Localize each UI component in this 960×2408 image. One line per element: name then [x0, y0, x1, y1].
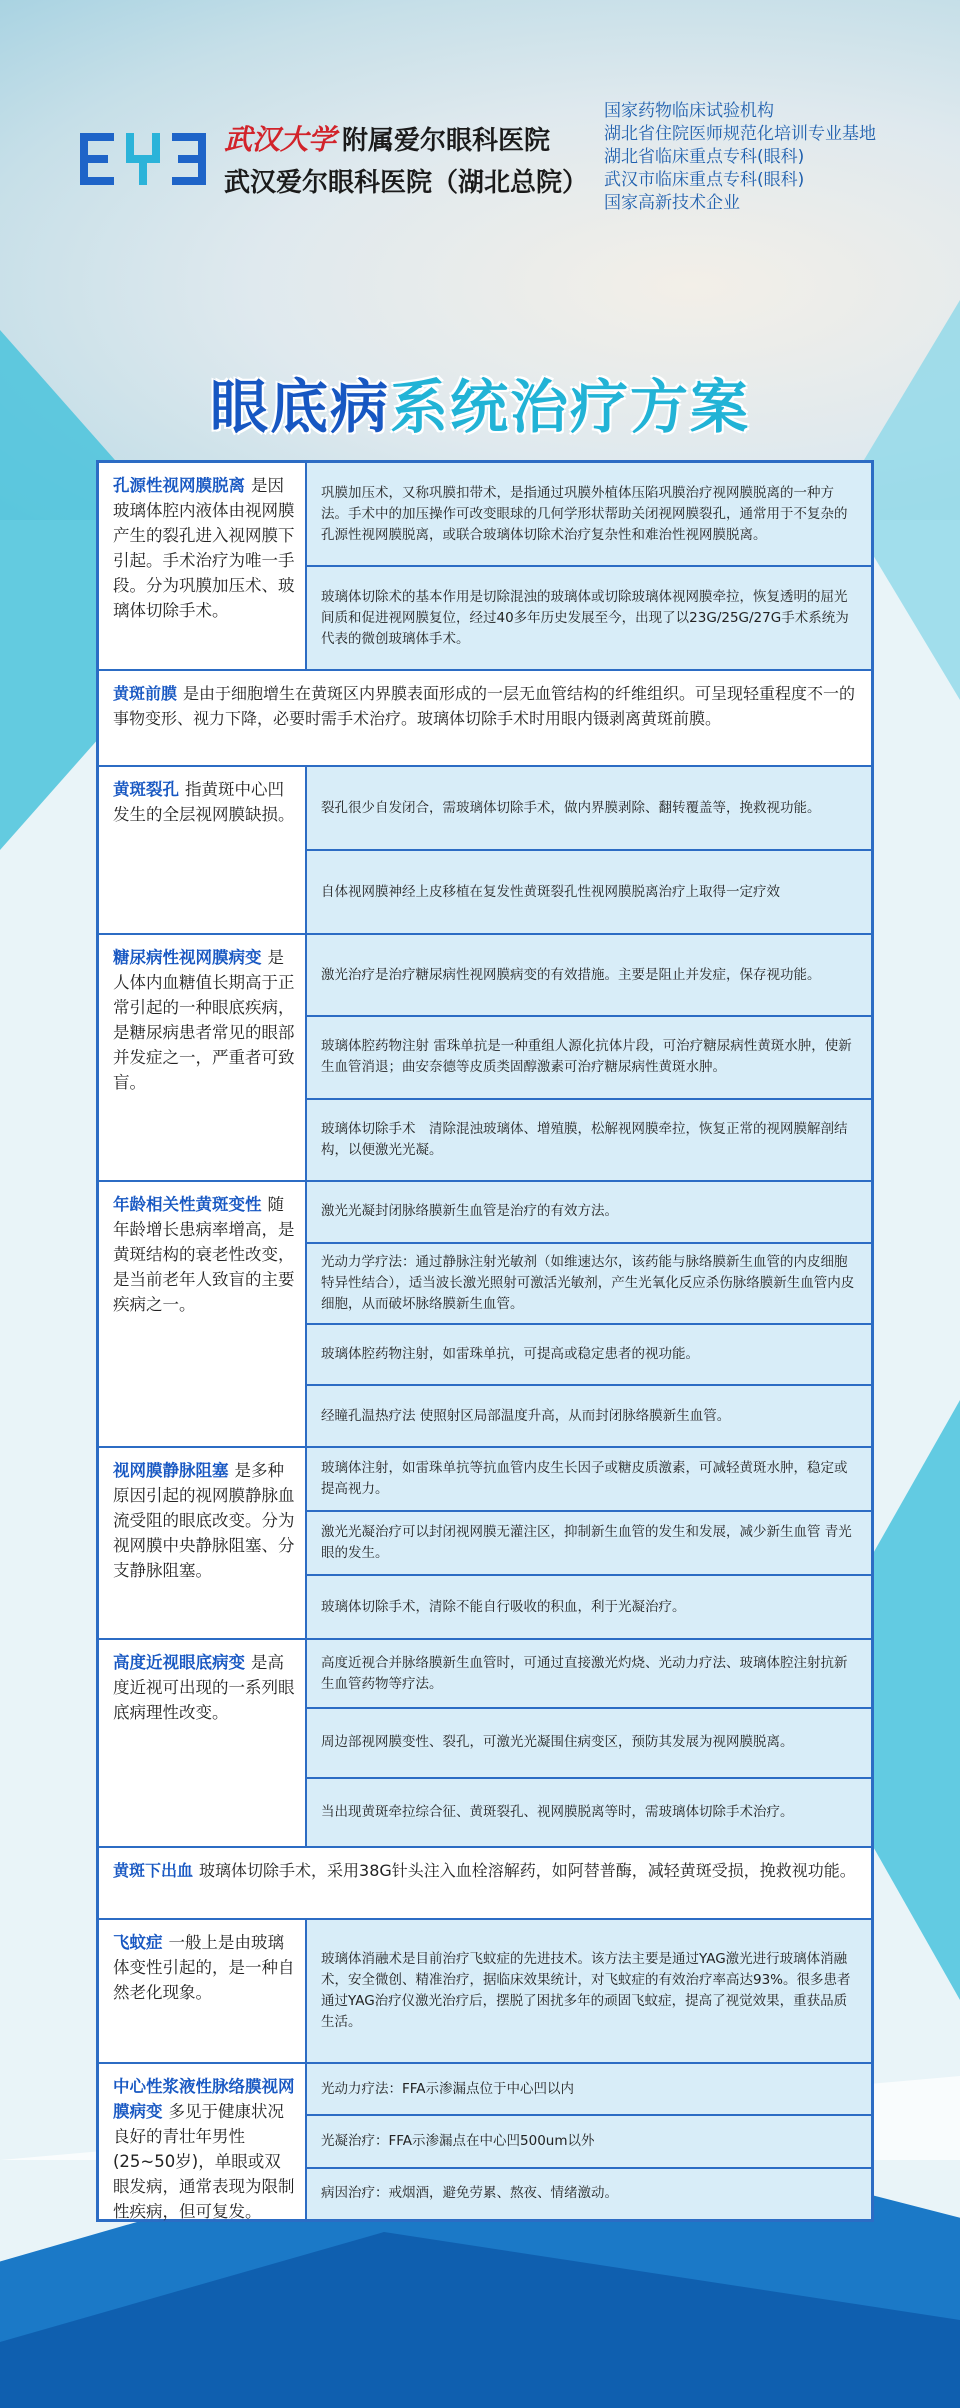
qualification-item: 国家高新技术企业: [604, 193, 740, 213]
treatment-cell: 玻璃体腔药物注射，如雷珠单抗，可提高或稳定患者的视功能。: [307, 1325, 871, 1387]
treatment-cell: 玻璃体腔药物注射 雷珠单抗是一种重组人源化抗体片段，可治疗糖尿病性黄斑水肿，使新生血管消退；曲安奈德等皮质类固醇激素可治疗糖尿病性黄斑水肿。: [307, 1017, 871, 1099]
treatment-cell: 高度近视合并脉络膜新生血管时，可通过直接激光灼烧、光动力疗法、玻璃体腔注射抗新生血管药物等疗法。: [307, 1640, 871, 1709]
hospital-header: [80, 118, 588, 199]
affiliated-hospital-name: 附属爱尔眼科医院: [342, 126, 551, 156]
disease-description: 年龄相关性黄斑变性 随年龄增长患病率增高，是黄斑结构的衰老性改变，是当前老年人致盲的主要疾病之一。: [99, 1182, 307, 1446]
title-part1: 眼底病: [209, 373, 390, 441]
disease-summary: 黄斑前膜 是由于细胞增生在黄斑区内界膜表面形成的一层无血管结构的纤维组织。可呈现轻重程度不一的事物变形、视力下降，必要时需手术治疗。玻璃体切除手术时用眼内镊剥离黄斑前膜。: [99, 671, 871, 765]
title-part2: 系统治疗方案: [390, 373, 751, 441]
disease-description: 糖尿病性视网膜病变 是人体内血糖值长期高于正常引起的一种眼底疾病，是糖尿病患者常见的眼部并发症之一，严重者可致盲。: [99, 935, 307, 1180]
disease-section: [99, 1182, 871, 1448]
treatment-cell: 光凝治疗：FFA示渗漏点在中心凹500um以外: [307, 2116, 871, 2168]
page-title: [0, 360, 960, 444]
qualification-item: 湖北省住院医师规范化培训专业基地: [604, 124, 876, 144]
disease-section: [99, 2064, 871, 2219]
treatment-cell: 裂孔很少自发闭合，需玻璃体切除手术，做内界膜剥除、翻转覆盖等，挽救视功能。: [307, 767, 871, 851]
treatment-cell: 玻璃体消融术是目前治疗飞蚊症的先进技术。该方法主要是通过YAG激光进行玻璃体消融术，安全微创、精准治疗，据临床效果统计，对飞蚊症的有效治疗率高达93%。很多患者通过YAG治疗仪激光治疗后，摆脱了困扰多年的顽固飞蚊症，提高了视觉效果，重获品质生活。: [307, 1920, 871, 2062]
disease-name: 黄斑下出血: [113, 1861, 194, 1880]
qualification-item: 国家药物临床试验机构: [604, 101, 774, 121]
treatment-cell: 周边部视网膜变性、裂孔，可激光光凝围住病变区，预防其发展为视网膜脱离。: [307, 1709, 871, 1778]
disease-description: 高度近视眼底病变 是高度近视可出现的一系列眼底病理性改变。: [99, 1640, 307, 1846]
disease-name: 高度近视眼底病变: [113, 1653, 245, 1672]
disease-name: 视网膜静脉阻塞: [113, 1461, 229, 1480]
disease-description: 孔源性视网膜脱离 是因玻璃体腔内液体由视网膜产生的裂孔进入视网膜下引起。手术治疗为唯一手段。分为巩膜加压术、玻璃体切除手术。: [99, 463, 307, 669]
qualification-item: 武汉市临床重点专科(眼科): [604, 170, 805, 190]
treatment-cell: 激光光凝治疗可以封闭视网膜无灌注区，抑制新生血管的发生和发展，减少新生血管 青光眼的发生。: [307, 1512, 871, 1576]
disease-name: 年龄相关性黄斑变性: [113, 1195, 262, 1214]
treatment-cell: 激光光凝封闭脉络膜新生血管是治疗的有效方法。: [307, 1182, 871, 1244]
disease-section: [99, 1640, 871, 1848]
disease-description: 黄斑裂孔 指黄斑中心凹发生的全层视网膜缺损。: [99, 767, 307, 933]
treatment-cell: 光动力疗法：FFA示渗漏点位于中心凹以内: [307, 2064, 871, 2116]
treatment-table: [96, 460, 874, 2222]
disease-section: [99, 1848, 871, 1920]
disease-description: 中心性浆液性脉络膜视网膜病变 多见于健康状况良好的青壮年男性(25~50岁)，单眼或双眼发病，通常表现为限制性疾病，但可复发。: [99, 2064, 307, 2219]
eye-logo: [80, 133, 208, 185]
treatment-cell: 巩膜加压术，又称巩膜扣带术，是指通过巩膜外植体压陷巩膜治疗视网膜脱离的一种方法。手术中的加压操作可改变眼球的几何学形状帮助关闭视网膜裂孔，通常用于不复杂的孔源性视网膜脱离，或联合玻璃体切除术治疗复杂性和难治性视网膜脱离。: [307, 463, 871, 567]
disease-section: [99, 1448, 871, 1640]
disease-name: 糖尿病性视网膜病变: [113, 948, 262, 967]
disease-section: [99, 767, 871, 935]
treatment-cell: 激光治疗是治疗糖尿病性视网膜病变的有效措施。主要是阻止并发症，保存视功能。: [307, 935, 871, 1017]
disease-name: 孔源性视网膜脱离: [113, 476, 245, 495]
hospital-name: 武汉爱尔眼科医院（湖北总院）: [224, 168, 589, 198]
disease-name: 飞蚊症: [113, 1933, 163, 1952]
disease-section: [99, 935, 871, 1182]
qualification-list: [604, 100, 876, 215]
treatment-cell: 玻璃体切除手术 清除混浊玻璃体、增殖膜，松解视网膜牵拉，恢复正常的视网膜解剖结构，以便激光光凝。: [307, 1100, 871, 1180]
treatment-cell: 光动力学疗法：通过静脉注射光敏剂（如维速达尔，该药能与脉络膜新生血管的内皮细胞特异性结合），适当波长激光照射可激活光敏剂，产生光氧化反应杀伤脉络膜新生血管内皮细胞，从而破坏脉络膜新生血管。: [307, 1244, 871, 1325]
disease-name: 中心性浆液性脉络膜视网膜病变: [113, 2077, 295, 2121]
qualification-item: 湖北省临床重点专科(眼科): [604, 147, 805, 167]
disease-section: [99, 671, 871, 767]
disease-description: 飞蚊症 一般上是由玻璃体变性引起的，是一种自然老化现象。: [99, 1920, 307, 2062]
disease-name: 黄斑前膜: [113, 684, 178, 703]
disease-section: [99, 463, 871, 671]
treatment-cell: 玻璃体切除手术，清除不能自行吸收的积血，利于光凝治疗。: [307, 1576, 871, 1638]
treatment-cell: 自体视网膜神经上皮移植在复发性黄斑裂孔性视网膜脱离治疗上取得一定疗效: [307, 851, 871, 933]
university-name: 武汉大学: [224, 123, 337, 156]
treatment-cell: 玻璃体注射，如雷珠单抗等抗血管内皮生长因子或糖皮质激素，可减轻黄斑水肿，稳定或提高视力。: [307, 1448, 871, 1512]
treatment-cell: 经瞳孔温热疗法 使照射区局部温度升高，从而封闭脉络膜新生血管。: [307, 1386, 871, 1446]
treatment-cell: 玻璃体切除术的基本作用是切除混浊的玻璃体或切除玻璃体视网膜牵拉，恢复透明的屈光间质和促进视网膜复位，经过40多年历史发展至今，出现了以23G/25G/27G手术系统为代表的微创玻璃体手术。: [307, 567, 871, 669]
disease-summary: 黄斑下出血 玻璃体切除手术，采用38G针头注入血栓溶解药，如阿替普酶，减轻黄斑受损，挽救视功能。: [99, 1848, 871, 1918]
disease-section: [99, 1920, 871, 2064]
disease-name: 黄斑裂孔: [113, 780, 179, 799]
treatment-cell: 病因治疗：戒烟酒，避免劳累、熬夜、情绪激动。: [307, 2169, 871, 2219]
disease-description: 视网膜静脉阻塞 是多种原因引起的视网膜静脉血流受阻的眼底改变。分为视网膜中央静脉阻塞、分支静脉阻塞。: [99, 1448, 307, 1638]
treatment-cell: 当出现黄斑牵拉综合征、黄斑裂孔、视网膜脱离等时，需玻璃体切除手术治疗。: [307, 1779, 871, 1846]
